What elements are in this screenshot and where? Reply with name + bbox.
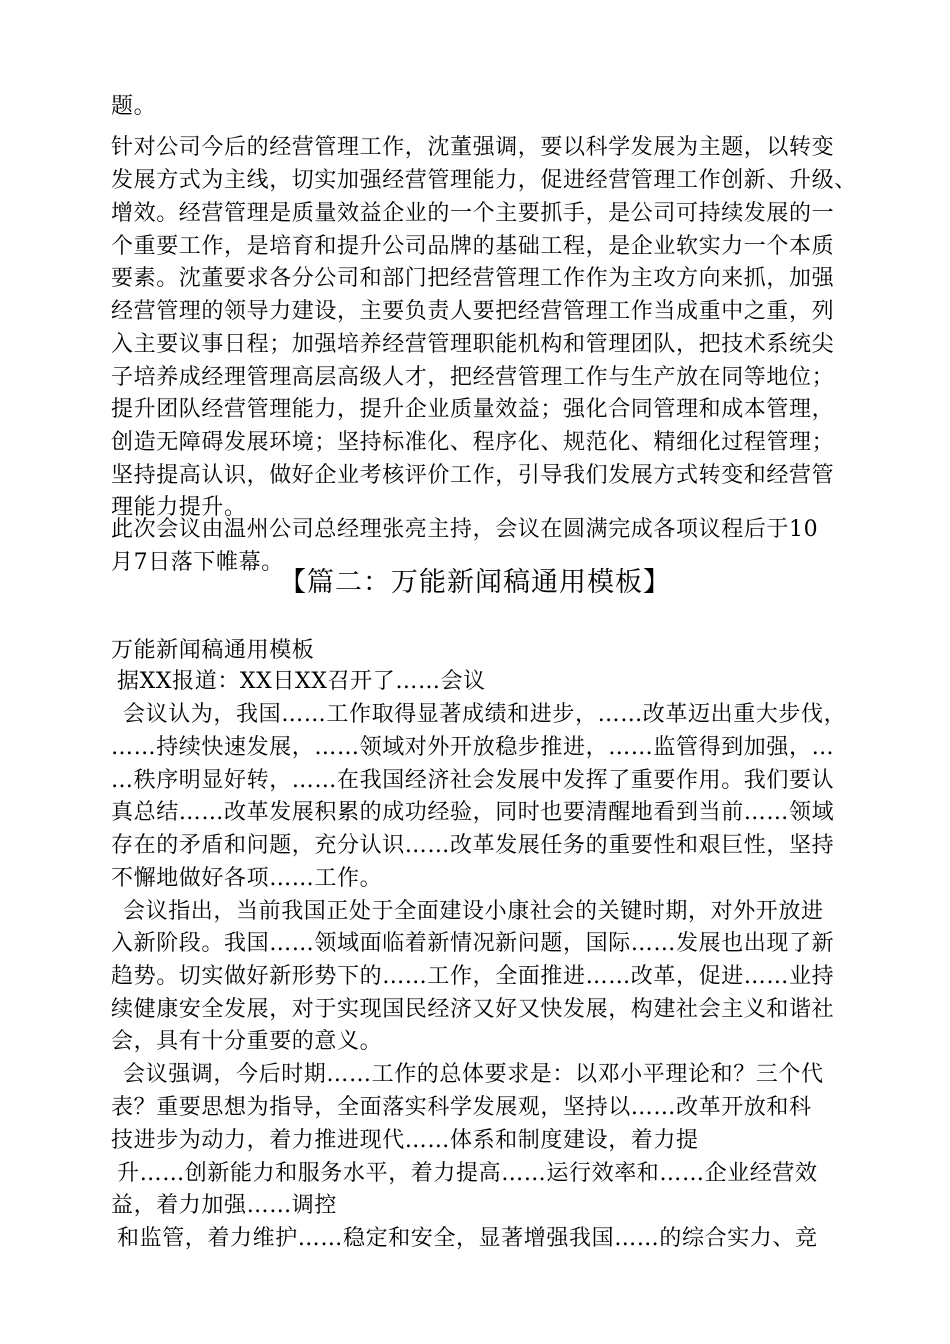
- body-text-line: 坚持提高认识，做好企业考核评价工作，引导我们发展方式转变和经营管: [111, 463, 835, 488]
- body-text-line: 存在的矛盾和问题，充分认识……改革发展任务的重要性和艰巨性，坚持: [111, 833, 835, 858]
- body-text-line: 个重要工作，是培育和提升公司品牌的基础工程，是企业软实力一个本质: [111, 234, 835, 259]
- body-text-line: 增效。经营管理是质量效益企业的一个主要抓手，是公司可持续发展的一: [111, 201, 835, 226]
- body-text-line: 针对公司今后的经营管理工作，沈董强调，要以科学发展为主题，以转变: [111, 135, 835, 160]
- body-text-line: ……持续快速发展，……领域对外开放稳步推进，……监管得到加强，…: [111, 735, 835, 760]
- body-text-line: 子培养成经理管理高层高级人才，把经营管理工作与生产放在同等地位；: [111, 365, 835, 390]
- body-text-line: …秩序明显好转，……在我国经济社会发展中发挥了重要作用。我们要认: [111, 768, 835, 793]
- body-text-line: 此次会议由温州公司总经理张亮主持，会议在圆满完成各项议程后于10: [111, 517, 819, 542]
- body-text-line: 发展方式为主线，切实加强经营管理能力，促进经营管理工作创新、升级、: [111, 168, 857, 193]
- body-text-line: 续健康安全发展，对于实现国民经济又好又快发展，构建社会主义和谐社: [111, 997, 835, 1022]
- body-text-line: 要素。沈董要求各分公司和部门把经营管理工作作为主攻方向来抓，加强: [111, 266, 835, 291]
- body-text-line: 入主要议事日程；加强培养经营管理职能机构和管理团队，把技术系统尖: [111, 332, 835, 357]
- body-text-line: 表？重要思想为指导，全面落实科学发展观，坚持以……改革开放和科: [111, 1095, 812, 1120]
- body-text-line: 提升团队经营管理能力，提升企业质量效益；强化合同管理和成本管理，: [111, 397, 835, 422]
- body-text-line: 入新阶段。我国……领域面临着新情况新问题，国际……发展也出现了新: [111, 931, 835, 956]
- body-text-line: 升……创新能力和服务水平，着力提高……运行效率和……企业经营效: [117, 1161, 818, 1186]
- body-text-line: 月7日落下帷幕。: [111, 550, 284, 575]
- body-text-line: 会议认为，我国……工作取得显著成绩和进步，……改革迈出重大步伐，: [123, 702, 847, 727]
- body-text-line: 据XX报道：XX日XX召开了……会议: [117, 669, 486, 694]
- body-text-line: 题。: [111, 94, 157, 119]
- body-text-line: 益，着力加强……调控: [111, 1193, 338, 1218]
- body-text-line: 经营管理的领导力建设，主要负责人要把经营管理工作当成重中之重，列: [111, 299, 835, 324]
- body-text-line: 真总结……改革发展积累的成功经验，同时也要清醒地看到当前……领域: [111, 800, 835, 825]
- section-heading: 【篇二：万能新闻稿通用模板】: [279, 567, 671, 598]
- body-text-line: 理能力提升。: [111, 495, 247, 520]
- template-title-line: 万能新闻稿通用模板: [111, 638, 315, 663]
- body-text-line: 和监管，着力维护……稳定和安全，显著增强我国……的综合实力、竞: [117, 1226, 818, 1251]
- body-text-line: 不懈地做好各项……工作。: [111, 866, 383, 891]
- body-text-line: 会议强调，今后时期……工作的总体要求是：以邓小平理论和？三个代: [123, 1062, 824, 1087]
- body-text-line: 会，具有十分重要的意义。: [111, 1029, 383, 1054]
- body-text-line: 会议指出，当前我国正处于全面建设小康社会的关键时期，对外开放进: [123, 899, 824, 924]
- body-text-line: 趋势。切实做好新形势下的……工作，全面推进……改革，促进……业持: [111, 964, 835, 989]
- body-text-line: 技进步为动力，着力推进现代……体系和制度建设，着力提: [111, 1128, 699, 1153]
- body-text-line: 创造无障碍发展环境；坚持标准化、程序化、规范化、精细化过程管理；: [111, 430, 835, 455]
